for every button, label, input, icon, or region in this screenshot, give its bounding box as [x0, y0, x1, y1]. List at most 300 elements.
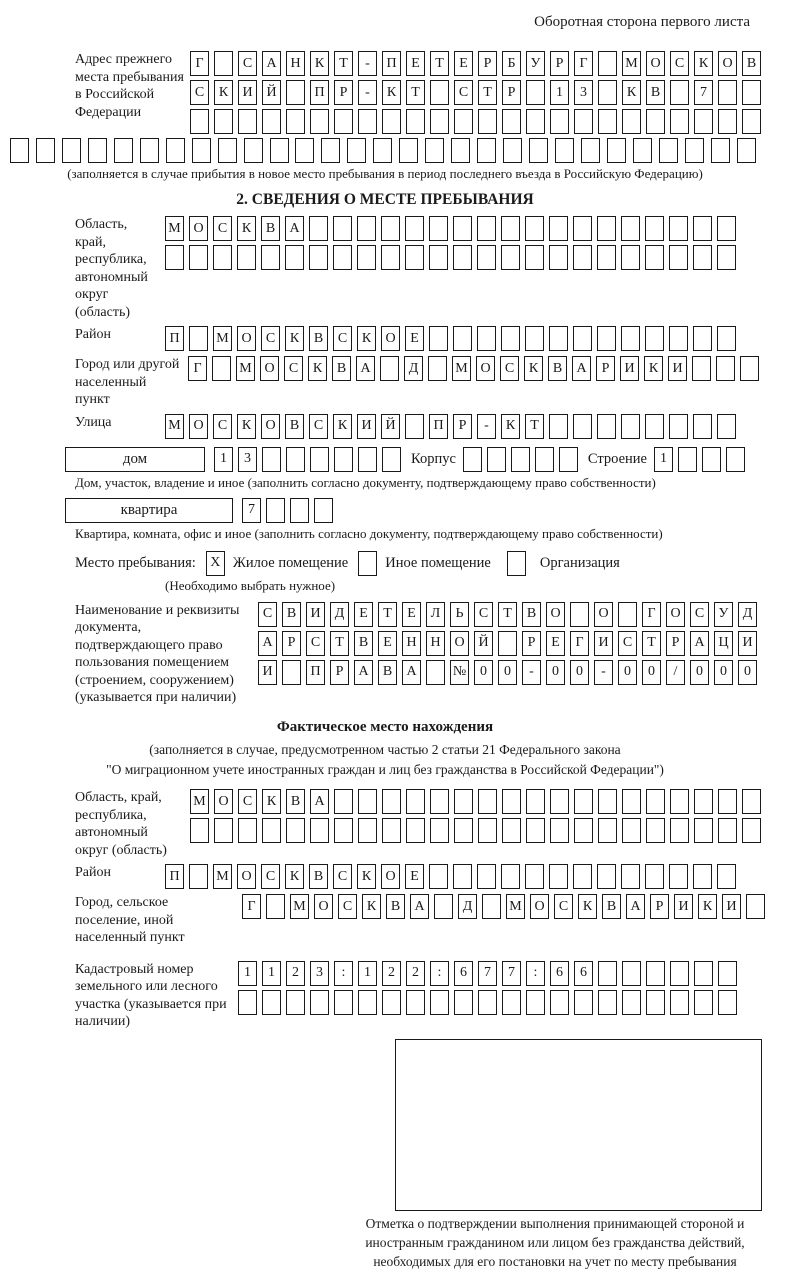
char-cell[interactable]: 0	[474, 660, 493, 685]
char-cell[interactable]	[692, 356, 711, 381]
char-cell[interactable]	[477, 326, 496, 351]
char-cell[interactable]	[428, 356, 447, 381]
char-cell[interactable]	[286, 818, 305, 843]
char-cell[interactable]	[670, 80, 689, 105]
char-cell[interactable]	[286, 80, 305, 105]
char-cell[interactable]: П	[382, 51, 401, 76]
char-cell[interactable]	[10, 138, 29, 163]
char-cell[interactable]: И	[306, 602, 325, 627]
char-cell[interactable]	[429, 864, 448, 889]
char-cell[interactable]: К	[622, 80, 641, 105]
char-cell[interactable]	[382, 789, 401, 814]
char-cell[interactable]: И	[674, 894, 693, 919]
char-cell[interactable]: Г	[190, 51, 209, 76]
char-cell[interactable]: М	[452, 356, 471, 381]
char-cell[interactable]	[244, 138, 263, 163]
char-cell[interactable]	[463, 447, 482, 472]
char-cell[interactable]	[430, 789, 449, 814]
char-cell[interactable]	[426, 660, 445, 685]
char-cell[interactable]: С	[238, 789, 257, 814]
char-cell[interactable]	[453, 245, 472, 270]
char-cell[interactable]	[406, 789, 425, 814]
char-cell[interactable]: Й	[474, 631, 493, 656]
char-cell[interactable]	[192, 138, 211, 163]
char-cell[interactable]: Б	[502, 51, 521, 76]
checkbox-organization[interactable]	[507, 551, 526, 576]
char-cell[interactable]	[321, 138, 340, 163]
char-cell[interactable]	[693, 864, 712, 889]
char-cell[interactable]: У	[714, 602, 733, 627]
char-cell[interactable]	[740, 356, 759, 381]
char-cell[interactable]	[237, 245, 256, 270]
char-cell[interactable]: 0	[690, 660, 709, 685]
char-cell[interactable]	[358, 789, 377, 814]
char-cell[interactable]	[597, 414, 616, 439]
char-cell[interactable]: И	[620, 356, 639, 381]
char-cell[interactable]	[549, 245, 568, 270]
char-cell[interactable]	[501, 326, 520, 351]
char-cell[interactable]: :	[334, 961, 353, 986]
char-cell[interactable]	[574, 818, 593, 843]
char-cell[interactable]	[189, 326, 208, 351]
char-cell[interactable]	[114, 138, 133, 163]
char-cell[interactable]	[693, 245, 712, 270]
char-cell[interactable]: О	[214, 789, 233, 814]
char-cell[interactable]: К	[237, 216, 256, 241]
char-cell[interactable]	[262, 818, 281, 843]
char-cell[interactable]: А	[310, 789, 329, 814]
char-cell[interactable]	[570, 602, 589, 627]
char-cell[interactable]: 7	[478, 961, 497, 986]
char-cell[interactable]	[357, 216, 376, 241]
char-cell[interactable]	[498, 631, 517, 656]
char-cell[interactable]	[430, 109, 449, 134]
char-cell[interactable]	[213, 245, 232, 270]
char-cell[interactable]: О	[530, 894, 549, 919]
char-cell[interactable]	[333, 245, 352, 270]
char-cell[interactable]	[559, 447, 578, 472]
char-cell[interactable]: 1	[262, 961, 281, 986]
char-cell[interactable]	[429, 326, 448, 351]
char-cell[interactable]	[685, 138, 704, 163]
char-cell[interactable]	[678, 447, 697, 472]
char-cell[interactable]	[598, 51, 617, 76]
char-cell[interactable]	[285, 245, 304, 270]
char-cell[interactable]: С	[261, 326, 280, 351]
char-cell[interactable]	[501, 864, 520, 889]
char-cell[interactable]	[502, 109, 521, 134]
char-cell[interactable]	[358, 447, 377, 472]
char-cell[interactable]: 6	[454, 961, 473, 986]
char-cell[interactable]	[314, 498, 333, 523]
char-cell[interactable]	[622, 818, 641, 843]
char-cell[interactable]: К	[308, 356, 327, 381]
char-cell[interactable]: С	[213, 216, 232, 241]
char-cell[interactable]: Е	[405, 864, 424, 889]
char-cell[interactable]: А	[285, 216, 304, 241]
char-cell[interactable]: 0	[618, 660, 637, 685]
char-cell[interactable]	[270, 138, 289, 163]
char-cell[interactable]: 0	[714, 660, 733, 685]
char-cell[interactable]: Ь	[450, 602, 469, 627]
char-cell[interactable]	[214, 818, 233, 843]
char-cell[interactable]	[373, 138, 392, 163]
char-cell[interactable]	[550, 818, 569, 843]
char-cell[interactable]: -	[594, 660, 613, 685]
char-cell[interactable]: Р	[650, 894, 669, 919]
char-cell[interactable]: С	[554, 894, 573, 919]
char-cell[interactable]: Г	[570, 631, 589, 656]
char-cell[interactable]	[238, 990, 257, 1015]
char-cell[interactable]: В	[285, 414, 304, 439]
char-cell[interactable]: 1	[550, 80, 569, 105]
checkbox-other-premises[interactable]	[358, 551, 377, 576]
char-cell[interactable]	[581, 138, 600, 163]
char-cell[interactable]: В	[386, 894, 405, 919]
char-cell[interactable]	[718, 990, 737, 1015]
char-cell[interactable]: О	[260, 356, 279, 381]
char-cell[interactable]: 2	[286, 961, 305, 986]
char-cell[interactable]: К	[382, 80, 401, 105]
char-cell[interactable]: /	[666, 660, 685, 685]
char-cell[interactable]: К	[357, 864, 376, 889]
char-cell[interactable]	[334, 818, 353, 843]
char-cell[interactable]	[190, 818, 209, 843]
char-cell[interactable]: А	[402, 660, 421, 685]
char-cell[interactable]: В	[309, 326, 328, 351]
char-cell[interactable]: О	[189, 414, 208, 439]
char-cell[interactable]: Е	[405, 326, 424, 351]
char-cell[interactable]: М	[165, 216, 184, 241]
char-cell[interactable]: М	[213, 326, 232, 351]
char-cell[interactable]	[212, 356, 231, 381]
char-cell[interactable]	[454, 818, 473, 843]
char-cell[interactable]: С	[258, 602, 277, 627]
char-cell[interactable]: И	[722, 894, 741, 919]
char-cell[interactable]	[526, 80, 545, 105]
char-cell[interactable]	[646, 818, 665, 843]
char-cell[interactable]	[62, 138, 81, 163]
char-cell[interactable]	[482, 894, 501, 919]
char-cell[interactable]: Й	[381, 414, 400, 439]
char-cell[interactable]	[478, 789, 497, 814]
char-cell[interactable]	[670, 990, 689, 1015]
char-cell[interactable]: :	[526, 961, 545, 986]
char-cell[interactable]	[358, 990, 377, 1015]
char-cell[interactable]	[266, 894, 285, 919]
char-cell[interactable]: Е	[454, 51, 473, 76]
char-cell[interactable]: Г	[642, 602, 661, 627]
char-cell[interactable]	[430, 80, 449, 105]
char-cell[interactable]: Е	[546, 631, 565, 656]
char-cell[interactable]: А	[356, 356, 375, 381]
char-cell[interactable]	[694, 789, 713, 814]
char-cell[interactable]: -	[522, 660, 541, 685]
char-cell[interactable]	[718, 789, 737, 814]
char-cell[interactable]: Ц	[714, 631, 733, 656]
char-cell[interactable]	[478, 990, 497, 1015]
char-cell[interactable]	[214, 109, 233, 134]
char-cell[interactable]: М	[213, 864, 232, 889]
char-cell[interactable]: 3	[310, 961, 329, 986]
char-cell[interactable]	[189, 245, 208, 270]
char-cell[interactable]	[406, 990, 425, 1015]
char-cell[interactable]	[726, 447, 745, 472]
char-cell[interactable]: Т	[378, 602, 397, 627]
char-cell[interactable]: -	[358, 80, 377, 105]
char-cell[interactable]	[555, 138, 574, 163]
char-cell[interactable]	[453, 864, 472, 889]
char-cell[interactable]: К	[237, 414, 256, 439]
char-cell[interactable]	[165, 245, 184, 270]
char-cell[interactable]: С	[284, 356, 303, 381]
char-cell[interactable]	[478, 818, 497, 843]
char-cell[interactable]	[526, 990, 545, 1015]
char-cell[interactable]	[645, 245, 664, 270]
char-cell[interactable]: В	[522, 602, 541, 627]
char-cell[interactable]	[381, 216, 400, 241]
char-cell[interactable]	[238, 109, 257, 134]
char-cell[interactable]	[282, 660, 301, 685]
char-cell[interactable]	[453, 326, 472, 351]
char-cell[interactable]: 7	[242, 498, 261, 523]
char-cell[interactable]	[694, 818, 713, 843]
char-cell[interactable]	[535, 447, 554, 472]
char-cell[interactable]	[694, 990, 713, 1015]
char-cell[interactable]: Р	[453, 414, 472, 439]
char-cell[interactable]: О	[546, 602, 565, 627]
char-cell[interactable]	[140, 138, 159, 163]
char-cell[interactable]: В	[354, 631, 373, 656]
char-cell[interactable]	[334, 789, 353, 814]
char-cell[interactable]: С	[309, 414, 328, 439]
char-cell[interactable]	[693, 414, 712, 439]
char-cell[interactable]	[454, 990, 473, 1015]
char-cell[interactable]: Н	[286, 51, 305, 76]
char-cell[interactable]: Т	[642, 631, 661, 656]
char-cell[interactable]	[434, 894, 453, 919]
char-cell[interactable]: К	[310, 51, 329, 76]
checkbox-residential[interactable]: X	[206, 551, 225, 576]
char-cell[interactable]	[622, 789, 641, 814]
char-cell[interactable]	[189, 864, 208, 889]
char-cell[interactable]	[607, 138, 626, 163]
char-cell[interactable]	[646, 961, 665, 986]
char-cell[interactable]: 6	[574, 961, 593, 986]
char-cell[interactable]: Г	[242, 894, 261, 919]
char-cell[interactable]: Е	[378, 631, 397, 656]
char-cell[interactable]: Р	[282, 631, 301, 656]
char-cell[interactable]	[451, 138, 470, 163]
char-cell[interactable]	[573, 245, 592, 270]
char-cell[interactable]	[501, 245, 520, 270]
char-cell[interactable]	[622, 990, 641, 1015]
char-cell[interactable]: Т	[406, 80, 425, 105]
char-cell[interactable]	[477, 245, 496, 270]
char-cell[interactable]: -	[358, 51, 377, 76]
char-cell[interactable]	[693, 216, 712, 241]
char-cell[interactable]	[670, 789, 689, 814]
char-cell[interactable]	[406, 109, 425, 134]
char-cell[interactable]: К	[501, 414, 520, 439]
char-cell[interactable]	[573, 864, 592, 889]
char-cell[interactable]: М	[622, 51, 641, 76]
char-cell[interactable]: 3	[574, 80, 593, 105]
char-cell[interactable]	[598, 990, 617, 1015]
char-cell[interactable]	[477, 864, 496, 889]
char-cell[interactable]: И	[258, 660, 277, 685]
char-cell[interactable]	[487, 447, 506, 472]
char-cell[interactable]	[622, 961, 641, 986]
char-cell[interactable]	[621, 216, 640, 241]
char-cell[interactable]	[550, 109, 569, 134]
char-cell[interactable]: К	[214, 80, 233, 105]
char-cell[interactable]	[717, 326, 736, 351]
char-cell[interactable]: :	[430, 961, 449, 986]
char-cell[interactable]	[477, 138, 496, 163]
char-cell[interactable]	[429, 245, 448, 270]
char-cell[interactable]	[358, 109, 377, 134]
char-cell[interactable]: Н	[426, 631, 445, 656]
char-cell[interactable]	[659, 138, 678, 163]
char-cell[interactable]	[670, 961, 689, 986]
char-cell[interactable]	[645, 326, 664, 351]
char-cell[interactable]	[334, 109, 353, 134]
char-cell[interactable]	[380, 356, 399, 381]
char-cell[interactable]	[526, 109, 545, 134]
char-cell[interactable]: А	[262, 51, 281, 76]
char-cell[interactable]	[405, 414, 424, 439]
char-cell[interactable]: С	[454, 80, 473, 105]
char-cell[interactable]	[238, 818, 257, 843]
char-cell[interactable]: Д	[738, 602, 757, 627]
char-cell[interactable]: И	[738, 631, 757, 656]
char-cell[interactable]	[218, 138, 237, 163]
char-cell[interactable]: 1	[214, 447, 233, 472]
char-cell[interactable]: Г	[574, 51, 593, 76]
char-cell[interactable]	[742, 80, 761, 105]
char-cell[interactable]	[622, 109, 641, 134]
char-cell[interactable]	[717, 216, 736, 241]
char-cell[interactable]: 0	[570, 660, 589, 685]
char-cell[interactable]	[309, 216, 328, 241]
char-cell[interactable]	[711, 138, 730, 163]
char-cell[interactable]	[669, 864, 688, 889]
char-cell[interactable]	[347, 138, 366, 163]
char-cell[interactable]	[573, 414, 592, 439]
char-cell[interactable]: Т	[334, 51, 353, 76]
char-cell[interactable]	[502, 990, 521, 1015]
char-cell[interactable]: К	[262, 789, 281, 814]
char-cell[interactable]	[501, 216, 520, 241]
char-cell[interactable]: И	[668, 356, 687, 381]
char-cell[interactable]	[286, 447, 305, 472]
char-cell[interactable]: А	[354, 660, 373, 685]
char-cell[interactable]	[262, 447, 281, 472]
char-cell[interactable]: В	[548, 356, 567, 381]
char-cell[interactable]	[502, 818, 521, 843]
char-cell[interactable]: Р	[330, 660, 349, 685]
char-cell[interactable]	[669, 326, 688, 351]
char-cell[interactable]	[633, 138, 652, 163]
char-cell[interactable]: В	[332, 356, 351, 381]
char-cell[interactable]	[406, 818, 425, 843]
char-cell[interactable]	[598, 818, 617, 843]
char-cell[interactable]	[549, 216, 568, 241]
char-cell[interactable]	[718, 109, 737, 134]
char-cell[interactable]: Д	[458, 894, 477, 919]
char-cell[interactable]: 2	[382, 961, 401, 986]
char-cell[interactable]: М	[236, 356, 255, 381]
char-cell[interactable]	[597, 216, 616, 241]
char-cell[interactable]: П	[429, 414, 448, 439]
char-cell[interactable]: А	[410, 894, 429, 919]
char-cell[interactable]: Р	[550, 51, 569, 76]
char-cell[interactable]: К	[694, 51, 713, 76]
char-cell[interactable]: 7	[694, 80, 713, 105]
char-cell[interactable]: О	[314, 894, 333, 919]
char-cell[interactable]	[645, 414, 664, 439]
char-cell[interactable]	[358, 818, 377, 843]
char-cell[interactable]: В	[261, 216, 280, 241]
char-cell[interactable]	[429, 216, 448, 241]
char-cell[interactable]	[333, 216, 352, 241]
char-cell[interactable]: С	[500, 356, 519, 381]
char-cell[interactable]	[382, 109, 401, 134]
char-cell[interactable]	[550, 990, 569, 1015]
char-cell[interactable]	[309, 245, 328, 270]
char-cell[interactable]	[290, 498, 309, 523]
char-cell[interactable]: С	[190, 80, 209, 105]
char-cell[interactable]	[454, 789, 473, 814]
char-cell[interactable]	[718, 80, 737, 105]
char-cell[interactable]: Р	[334, 80, 353, 105]
char-cell[interactable]: В	[646, 80, 665, 105]
char-cell[interactable]: О	[237, 326, 256, 351]
char-cell[interactable]: Т	[498, 602, 517, 627]
char-cell[interactable]	[453, 216, 472, 241]
char-cell[interactable]	[454, 109, 473, 134]
char-cell[interactable]	[525, 864, 544, 889]
char-cell[interactable]	[477, 216, 496, 241]
char-cell[interactable]	[525, 245, 544, 270]
char-cell[interactable]	[742, 109, 761, 134]
char-cell[interactable]: С	[261, 864, 280, 889]
char-cell[interactable]: О	[718, 51, 737, 76]
char-cell[interactable]	[405, 216, 424, 241]
char-cell[interactable]: М	[506, 894, 525, 919]
char-cell[interactable]	[646, 789, 665, 814]
char-cell[interactable]: 6	[550, 961, 569, 986]
char-cell[interactable]: К	[333, 414, 352, 439]
char-cell[interactable]: И	[594, 631, 613, 656]
char-cell[interactable]: О	[237, 864, 256, 889]
char-cell[interactable]	[502, 789, 521, 814]
char-cell[interactable]: 2	[406, 961, 425, 986]
char-cell[interactable]: Р	[666, 631, 685, 656]
char-cell[interactable]: П	[165, 864, 184, 889]
char-cell[interactable]: А	[690, 631, 709, 656]
char-cell[interactable]	[399, 138, 418, 163]
char-cell[interactable]: Р	[522, 631, 541, 656]
char-cell[interactable]	[669, 245, 688, 270]
char-cell[interactable]: С	[333, 864, 352, 889]
char-cell[interactable]	[405, 245, 424, 270]
char-cell[interactable]: В	[742, 51, 761, 76]
char-cell[interactable]	[598, 80, 617, 105]
char-cell[interactable]: О	[381, 326, 400, 351]
char-cell[interactable]	[742, 818, 761, 843]
